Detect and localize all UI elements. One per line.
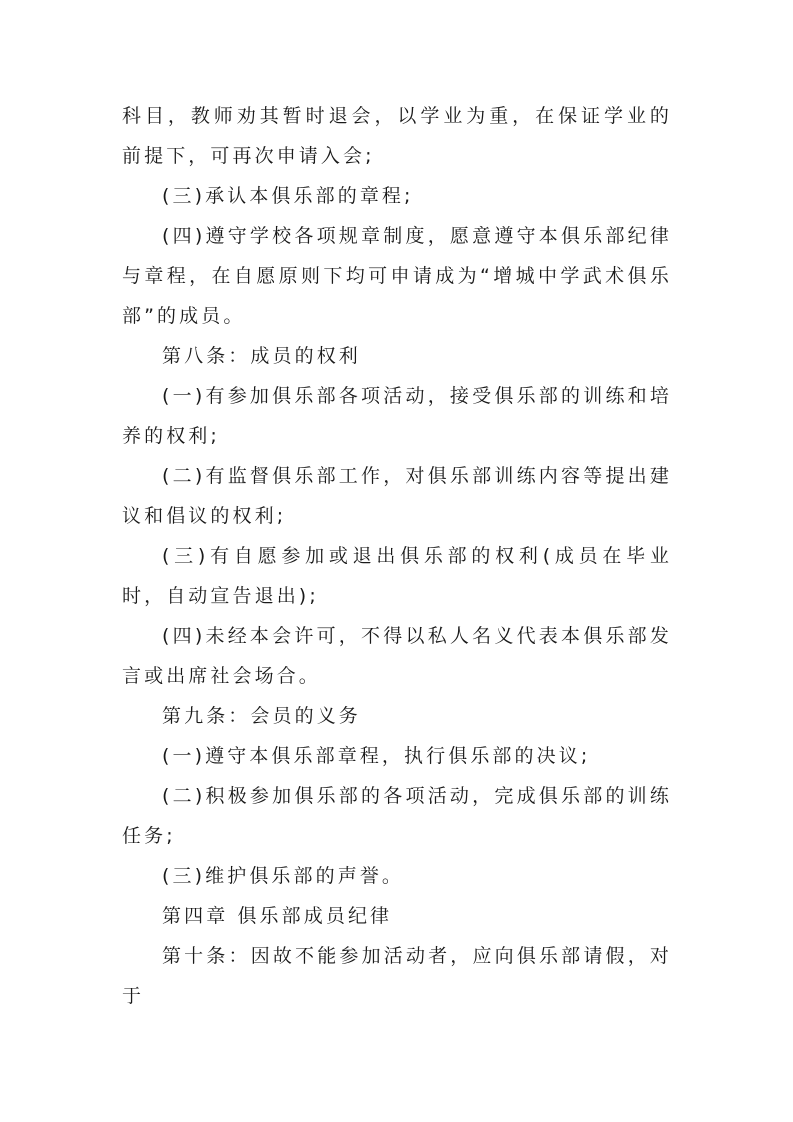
article-8-clause-1: (一)有参加俱乐部各项活动，接受俱乐部的训练和培养的权利; xyxy=(122,385,672,447)
paragraph-continuation: 科目，教师劝其暂时退会，以学业为重，在保证学业的前提下，可再次申请入会; xyxy=(122,105,672,167)
article-9-clause-3: (三)维护俱乐部的声誉。 xyxy=(162,865,405,887)
paragraph-clause-4: (四)遵守学校各项规章制度，愿意遵守本俱乐部纪律与章程，在自愿原则下均可申请成为“增城中学武术俱乐部”的成员。 xyxy=(122,225,672,327)
article-9-clause-2: (二)积极参加俱乐部的各项活动，完成俱乐部的训练任务; xyxy=(122,785,672,847)
chapter-4-heading: 第四章 俱乐部成员纪律 xyxy=(162,905,393,927)
article-8-clause-4: (四)未经本会许可，不得以私人名义代表本俱乐部发言或出席社会场合。 xyxy=(122,625,672,687)
document-body xyxy=(122,96,672,1016)
article-8-clause-3: (三)有自愿参加或退出俱乐部的权利(成员在毕业时，自动宣告退出); xyxy=(122,545,672,607)
article-9-clause-1: (一)遵守本俱乐部章程，执行俱乐部的决议; xyxy=(162,745,591,767)
article-8-heading: 第八条：成员的权利 xyxy=(162,345,361,367)
article-9-heading: 第九条：会员的义务 xyxy=(162,705,361,727)
paragraph-clause-3: (三)承认本俱乐部的章程; xyxy=(162,185,414,207)
article-8-clause-2: (二)有监督俱乐部工作，对俱乐部训练内容等提出建议和倡议的权利; xyxy=(122,465,672,527)
article-10-text: 第十条：因故不能参加活动者，应向俱乐部请假，对于 xyxy=(122,945,672,1007)
